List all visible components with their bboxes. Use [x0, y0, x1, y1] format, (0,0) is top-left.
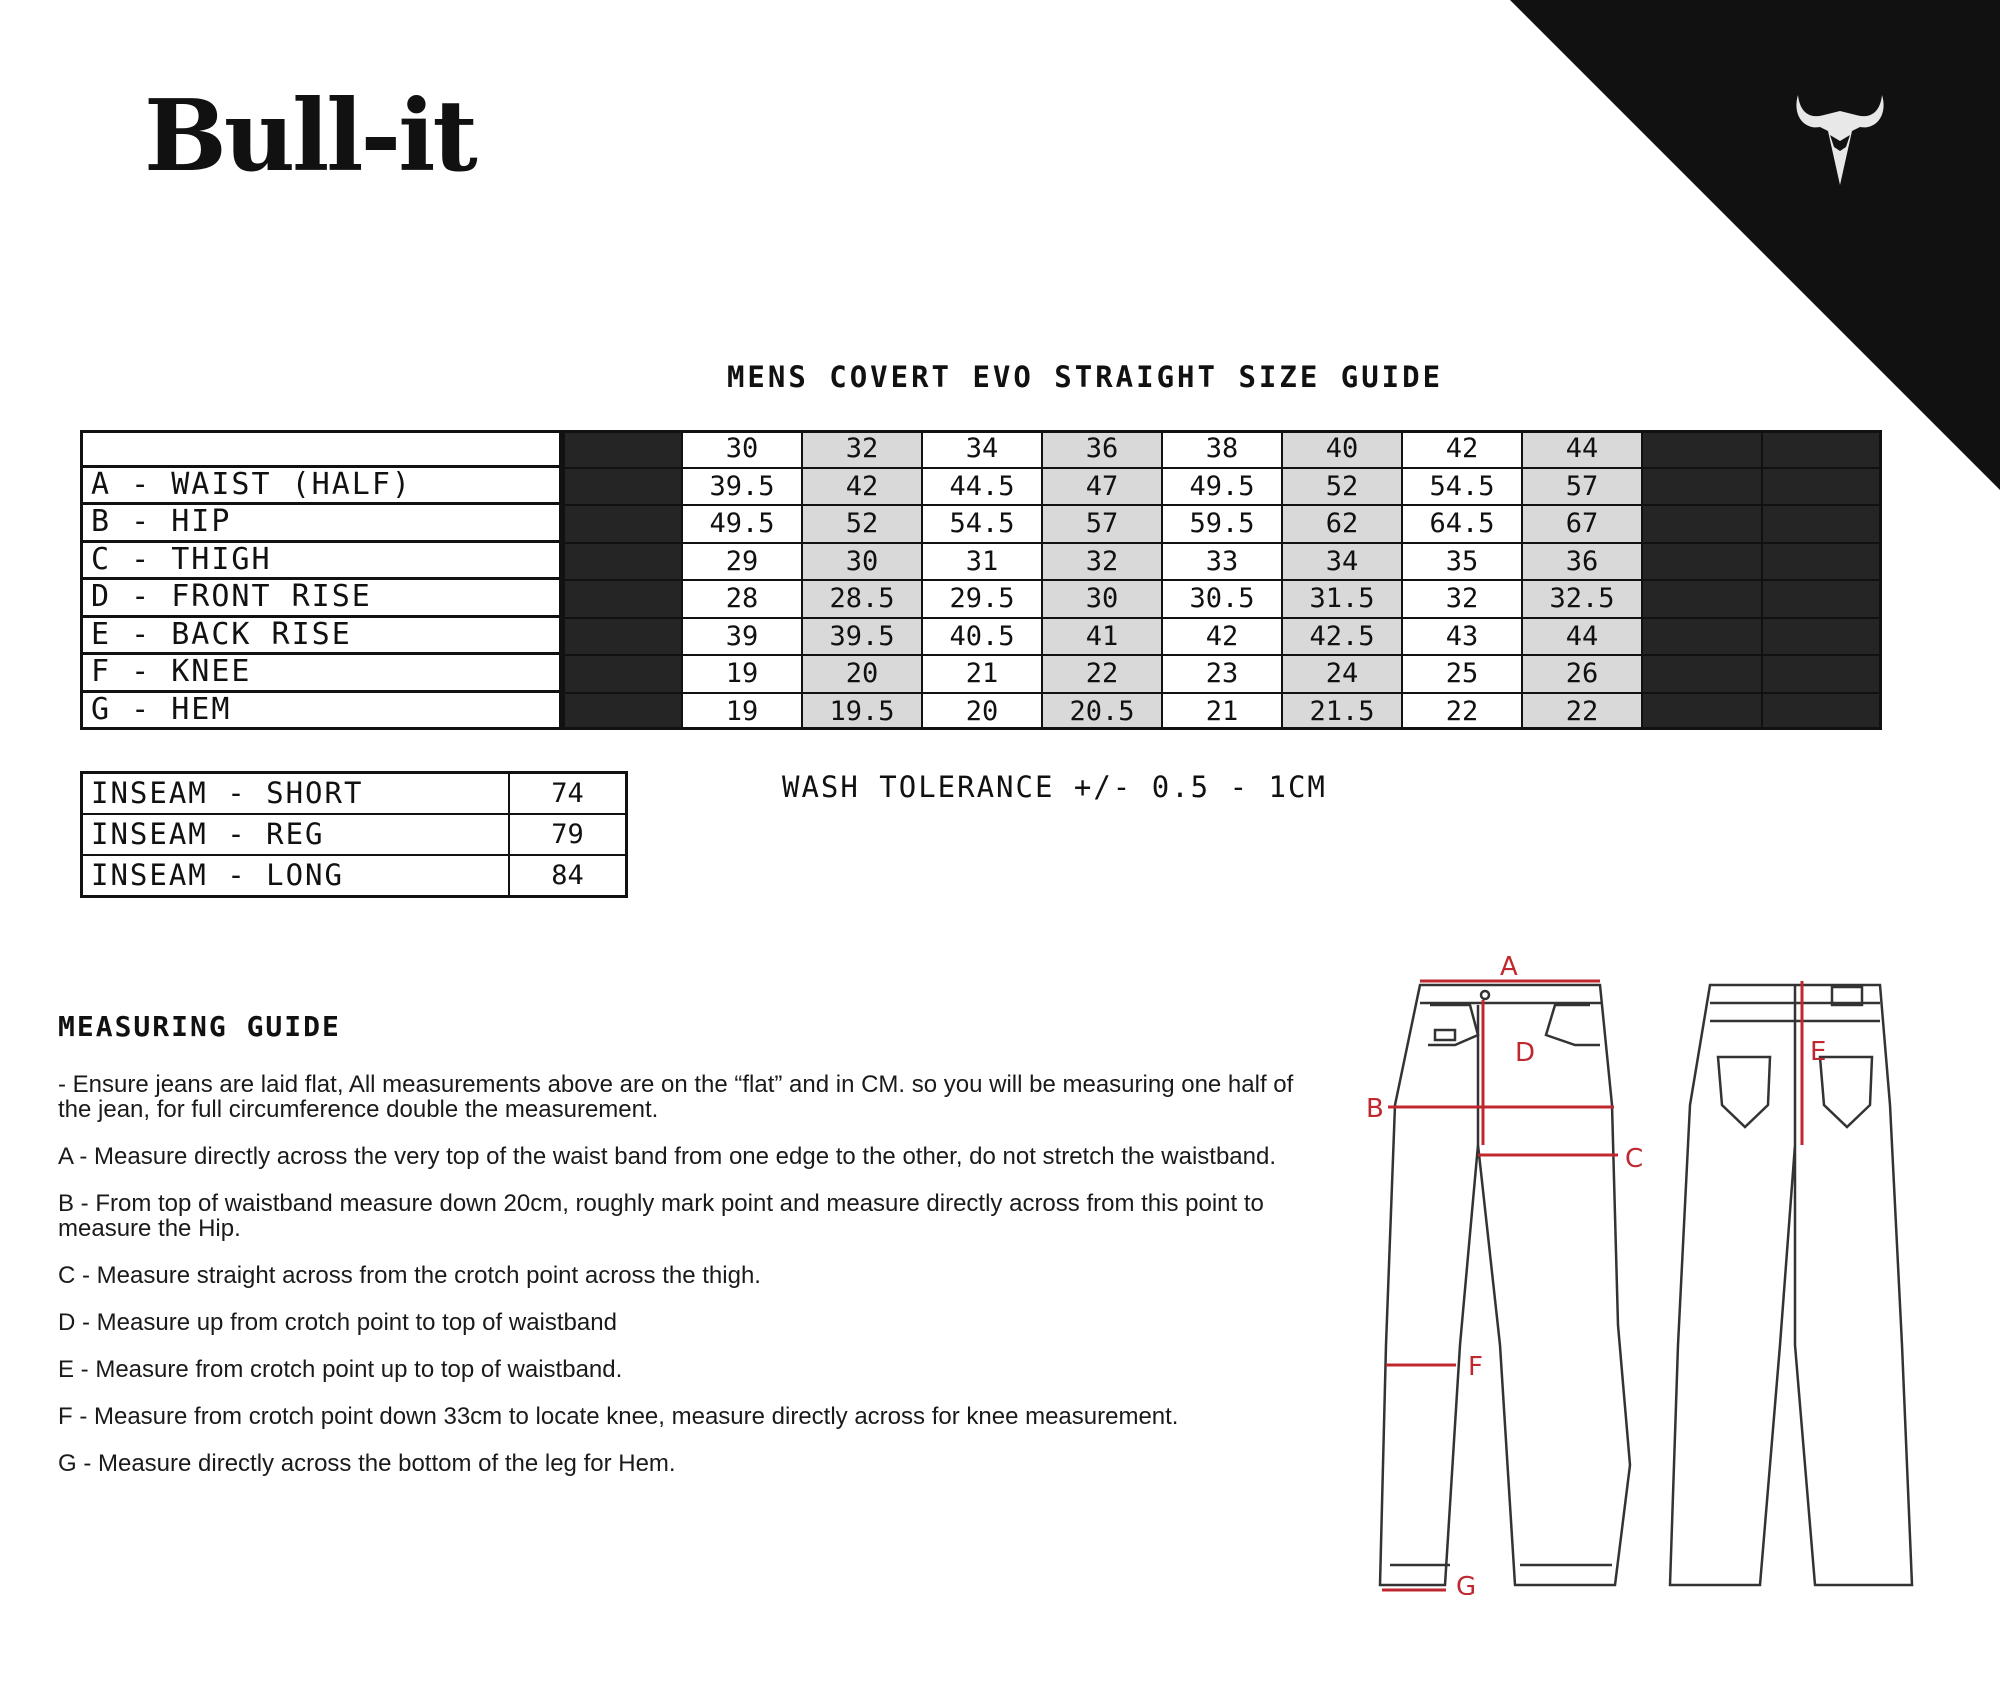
dark-cell — [1642, 693, 1762, 731]
value-cell: 41 — [1042, 618, 1162, 656]
dark-cell — [1762, 543, 1882, 581]
value-cell: 26 — [1522, 655, 1642, 693]
value-cell: 34 — [1282, 543, 1402, 581]
value-cell: 30 — [1042, 580, 1162, 618]
value-cell: 19.5 — [802, 693, 922, 731]
size-header-cell: 42 — [1402, 430, 1522, 468]
size-table — [80, 430, 1882, 730]
dark-cell — [1762, 655, 1882, 693]
table-row — [80, 618, 1882, 656]
value-cell: 31 — [922, 543, 1042, 581]
size-header-cell: 44 — [1522, 430, 1642, 468]
value-cell: 39 — [682, 618, 802, 656]
dark-cell — [1762, 468, 1882, 506]
value-cell: 42 — [802, 468, 922, 506]
dark-cell — [1762, 505, 1882, 543]
value-cell: 24 — [1282, 655, 1402, 693]
row-label: D - FRONT RISE — [80, 580, 562, 618]
dark-cell — [562, 618, 682, 656]
value-cell: 36 — [1522, 543, 1642, 581]
value-cell: 20.5 — [1042, 693, 1162, 731]
dark-cell — [1642, 655, 1762, 693]
value-cell: 30 — [802, 543, 922, 581]
value-cell: 28.5 — [802, 580, 922, 618]
header-blank — [80, 430, 562, 468]
page-title: MENS COVERT EVO STRAIGHT SIZE GUIDE — [726, 360, 1444, 394]
inseam-value: 74 — [551, 778, 584, 809]
value-cell: 28 — [682, 580, 802, 618]
value-cell: 25 — [1402, 655, 1522, 693]
value-cell: 29.5 — [922, 580, 1042, 618]
value-cell: 35 — [1402, 543, 1522, 581]
value-cell: 39.5 — [682, 468, 802, 506]
value-cell: 43 — [1402, 618, 1522, 656]
value-cell: 23 — [1162, 655, 1282, 693]
value-cell: 44.5 — [922, 468, 1042, 506]
value-cell: 19 — [682, 655, 802, 693]
guide-paragraph: F - Measure from crotch point down 33cm to locate knee, measure directly across for knee measurement. — [58, 1403, 1179, 1430]
guide-paragraph: C - Measure straight across from the crotch point across the thigh. — [58, 1262, 761, 1289]
label-f: F — [1468, 1352, 1483, 1382]
row-label: G - HEM — [80, 693, 562, 731]
dark-cell — [1642, 618, 1762, 656]
dark-cell — [562, 505, 682, 543]
value-cell: 33 — [1162, 543, 1282, 581]
value-cell: 31.5 — [1282, 580, 1402, 618]
label-g: G — [1456, 1572, 1477, 1595]
back-jeans-icon — [1670, 985, 1912, 1585]
size-header-cell: 40 — [1282, 430, 1402, 468]
value-cell: 21 — [922, 655, 1042, 693]
value-cell: 64.5 — [1402, 505, 1522, 543]
inseam-label: INSEAM - SHORT — [83, 774, 510, 813]
value-cell: 44 — [1522, 618, 1642, 656]
dark-cell — [1642, 580, 1762, 618]
row-label: E - BACK RISE — [80, 618, 562, 656]
size-header-cell: 38 — [1162, 430, 1282, 468]
jeans-diagram — [1350, 945, 1950, 1595]
dark-cell — [562, 430, 682, 468]
value-cell: 54.5 — [922, 505, 1042, 543]
value-cell: 21.5 — [1282, 693, 1402, 731]
bull-head-icon — [1790, 85, 1890, 190]
dark-cell — [1642, 543, 1762, 581]
value-cell: 19 — [682, 693, 802, 731]
measuring-guide-title: MEASURING GUIDE — [58, 1010, 341, 1043]
table-header-row — [80, 430, 1882, 468]
row-label: A - WAIST (HALF) — [80, 468, 562, 506]
row-label: B - HIP — [80, 505, 562, 543]
brand-logo: Bull-it — [144, 79, 475, 194]
row-label: C - THIGH — [80, 543, 562, 581]
label-e: E — [1810, 1037, 1827, 1067]
inseam-row — [83, 815, 625, 856]
measuring-guide-text — [58, 1072, 1298, 1498]
value-cell: 57 — [1042, 505, 1162, 543]
dark-cell — [1762, 580, 1882, 618]
front-jeans-icon — [1380, 985, 1630, 1585]
label-b: B — [1366, 1094, 1384, 1124]
table-row — [80, 655, 1882, 693]
dark-cell — [562, 543, 682, 581]
value-cell: 49.5 — [1162, 468, 1282, 506]
value-cell: 42.5 — [1282, 618, 1402, 656]
row-label: F - KNEE — [80, 655, 562, 693]
guide-paragraph: E - Measure from crotch point up to top of waistband. — [58, 1356, 623, 1383]
value-cell: 39.5 — [802, 618, 922, 656]
size-header-cell: 34 — [922, 430, 1042, 468]
wash-tolerance: WASH TOLERANCE +/- 0.5 - 1CM — [782, 770, 1327, 804]
table-row — [80, 543, 1882, 581]
table-row — [80, 468, 1882, 506]
label-a: A — [1500, 952, 1518, 982]
dark-cell — [1762, 618, 1882, 656]
value-cell: 32 — [1042, 543, 1162, 581]
value-cell: 22 — [1042, 655, 1162, 693]
guide-paragraph: - Ensure jeans are laid flat, All measurements above are on the “flat” and in CM. so you will be measuring one half of the jean, for full circumference double the measurement. — [58, 1071, 1294, 1123]
inseam-row — [83, 774, 625, 815]
value-cell: 49.5 — [682, 505, 802, 543]
dark-cell — [1762, 693, 1882, 731]
size-header-cell: 30 — [682, 430, 802, 468]
dark-cell — [1642, 468, 1762, 506]
value-cell: 20 — [922, 693, 1042, 731]
inseam-value: 84 — [551, 860, 584, 891]
table-row — [80, 505, 1882, 543]
value-cell: 32.5 — [1522, 580, 1642, 618]
corner-black-triangle — [1510, 0, 2000, 490]
guide-paragraph: A - Measure directly across the very top of the waist band from one edge to the other, do not stretch the waistband. — [58, 1143, 1277, 1170]
value-cell: 47 — [1042, 468, 1162, 506]
guide-paragraph: B - From top of waistband measure down 20cm, roughly mark point and measure directly across from this point to measure the Hip. — [58, 1190, 1264, 1242]
value-cell: 54.5 — [1402, 468, 1522, 506]
dark-cell — [562, 468, 682, 506]
dark-cell — [562, 655, 682, 693]
value-cell: 21 — [1162, 693, 1282, 731]
inseam-value: 79 — [551, 819, 584, 850]
dark-cell — [562, 580, 682, 618]
value-cell: 29 — [682, 543, 802, 581]
value-cell: 52 — [1282, 468, 1402, 506]
label-d: D — [1515, 1038, 1536, 1068]
value-cell: 57 — [1522, 468, 1642, 506]
value-cell: 40.5 — [922, 618, 1042, 656]
inseam-table — [80, 771, 628, 898]
value-cell: 62 — [1282, 505, 1402, 543]
guide-paragraph: G - Measure directly across the bottom of the leg for Hem. — [58, 1450, 676, 1477]
value-cell: 42 — [1162, 618, 1282, 656]
value-cell: 32 — [1402, 580, 1522, 618]
inseam-label: INSEAM - REG — [83, 815, 510, 854]
dark-cell — [1642, 505, 1762, 543]
label-c: C — [1625, 1144, 1644, 1174]
table-row — [80, 693, 1882, 731]
inseam-label: INSEAM - LONG — [83, 856, 510, 895]
dark-cell — [1762, 430, 1882, 468]
guide-paragraph: D - Measure up from crotch point to top of waistband — [58, 1309, 617, 1336]
table-row — [80, 580, 1882, 618]
size-header-cell: 32 — [802, 430, 922, 468]
value-cell: 59.5 — [1162, 505, 1282, 543]
value-cell: 22 — [1402, 693, 1522, 731]
dark-cell — [562, 693, 682, 731]
inseam-row — [83, 856, 625, 895]
value-cell: 30.5 — [1162, 580, 1282, 618]
dark-cell — [1642, 430, 1762, 468]
value-cell: 20 — [802, 655, 922, 693]
size-header-cell: 36 — [1042, 430, 1162, 468]
value-cell: 22 — [1522, 693, 1642, 731]
value-cell: 52 — [802, 505, 922, 543]
value-cell: 67 — [1522, 505, 1642, 543]
